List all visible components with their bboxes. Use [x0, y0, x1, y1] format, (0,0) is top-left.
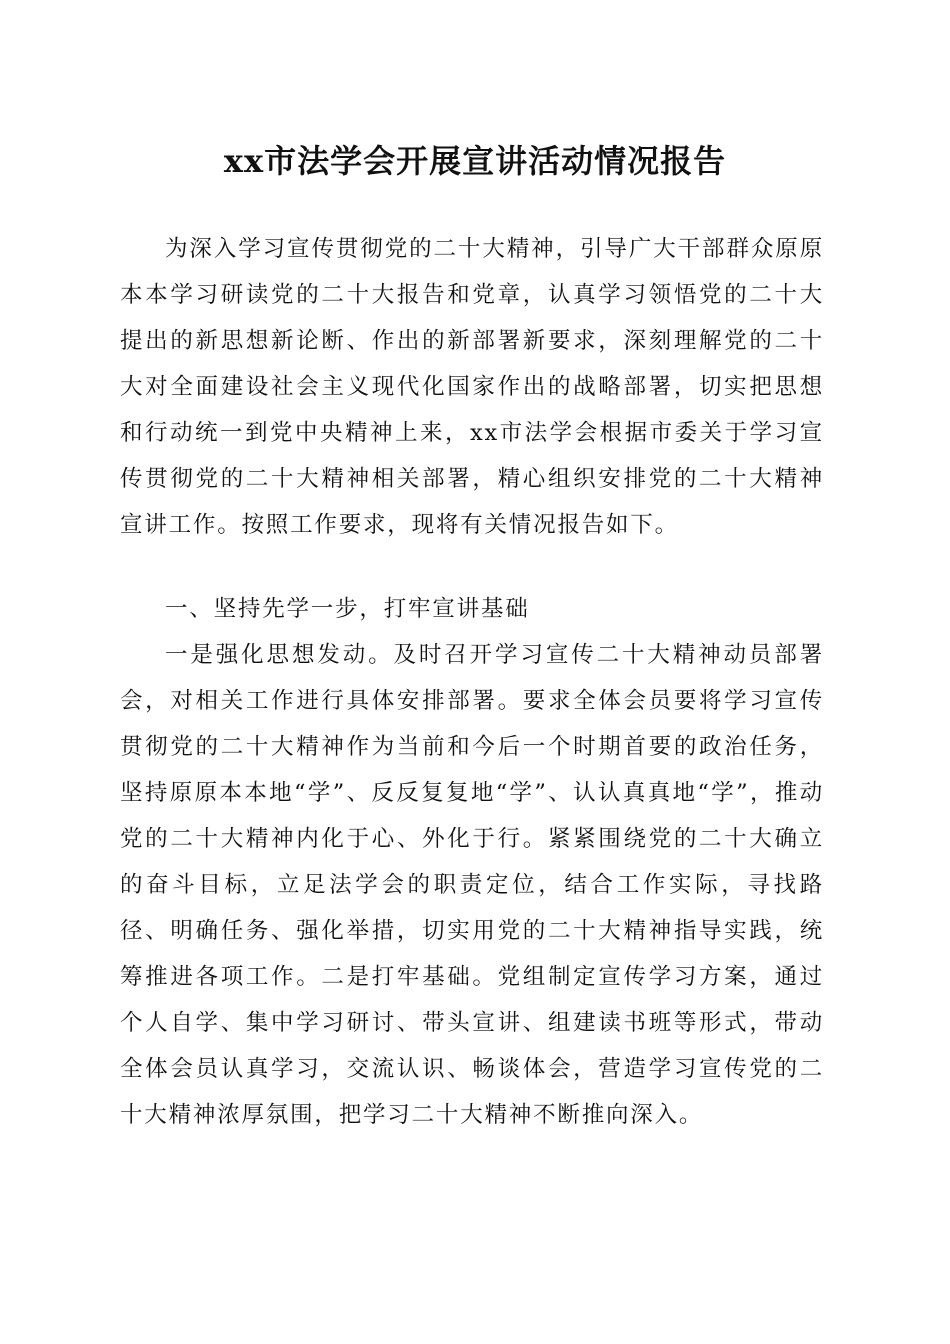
paragraph-lead: 一是强化思想发动。: [165, 642, 394, 668]
document-title: xx市法学会开展宣讲活动情况报告: [223, 142, 727, 180]
section-1-paragraph: [120, 632, 824, 1138]
intro-section: [120, 226, 824, 548]
section-1-body: [120, 632, 824, 1138]
intro-paragraph: 为深入学习宣传贯彻党的二十大精神，引导广大干部群众原原本本学习研读党的二十大报告和党章，认真学习领悟党的二十大提出的新思想新论断、作出的新部署新要求，深刻理解党的二十大对全面建设社会主义现代化国家作出的战略部署，切实把思想和行动统一到党中央精神上来，xx市法学会根据市委关于学习宣传贯彻党的二十大精神相关部署，精心组织安排党的二十大精神宣讲工作。按照工作要求，现将有关情况报告如下。: [120, 236, 824, 538]
paragraph-text: 及时召开学习宣传二十大精神动员部署会，对相关工作进行具体安排部署。要求全体会员要将学习宣传贯彻党的二十大精神作为当前和今后一个时期首要的政治任务，坚持原原本本地“学”、反反复复地“学”、认认真真地“学”，推动党的二十大精神内化于心、外化于行。紧紧围绕党的二十大确立的奋斗目标，立足法学会的职责定位，结合工作实际，寻找路径、明确任务、强化举措，切实用党的二十大精神指导实践，统筹推进各项工作。二是打牢基础。党组制定宣传学习方案，通过个人自学、集中学习研讨、带头宣讲、组建读书班等形式，带动全体会员认真学习，交流认识、畅谈体会，营造学习宣传党的二十大精神浓厚氛围，把学习二十大精神不断推向深入。: [120, 642, 825, 1128]
section-heading-1: 一、坚持先学一步，打牢宣讲基础: [165, 596, 530, 622]
